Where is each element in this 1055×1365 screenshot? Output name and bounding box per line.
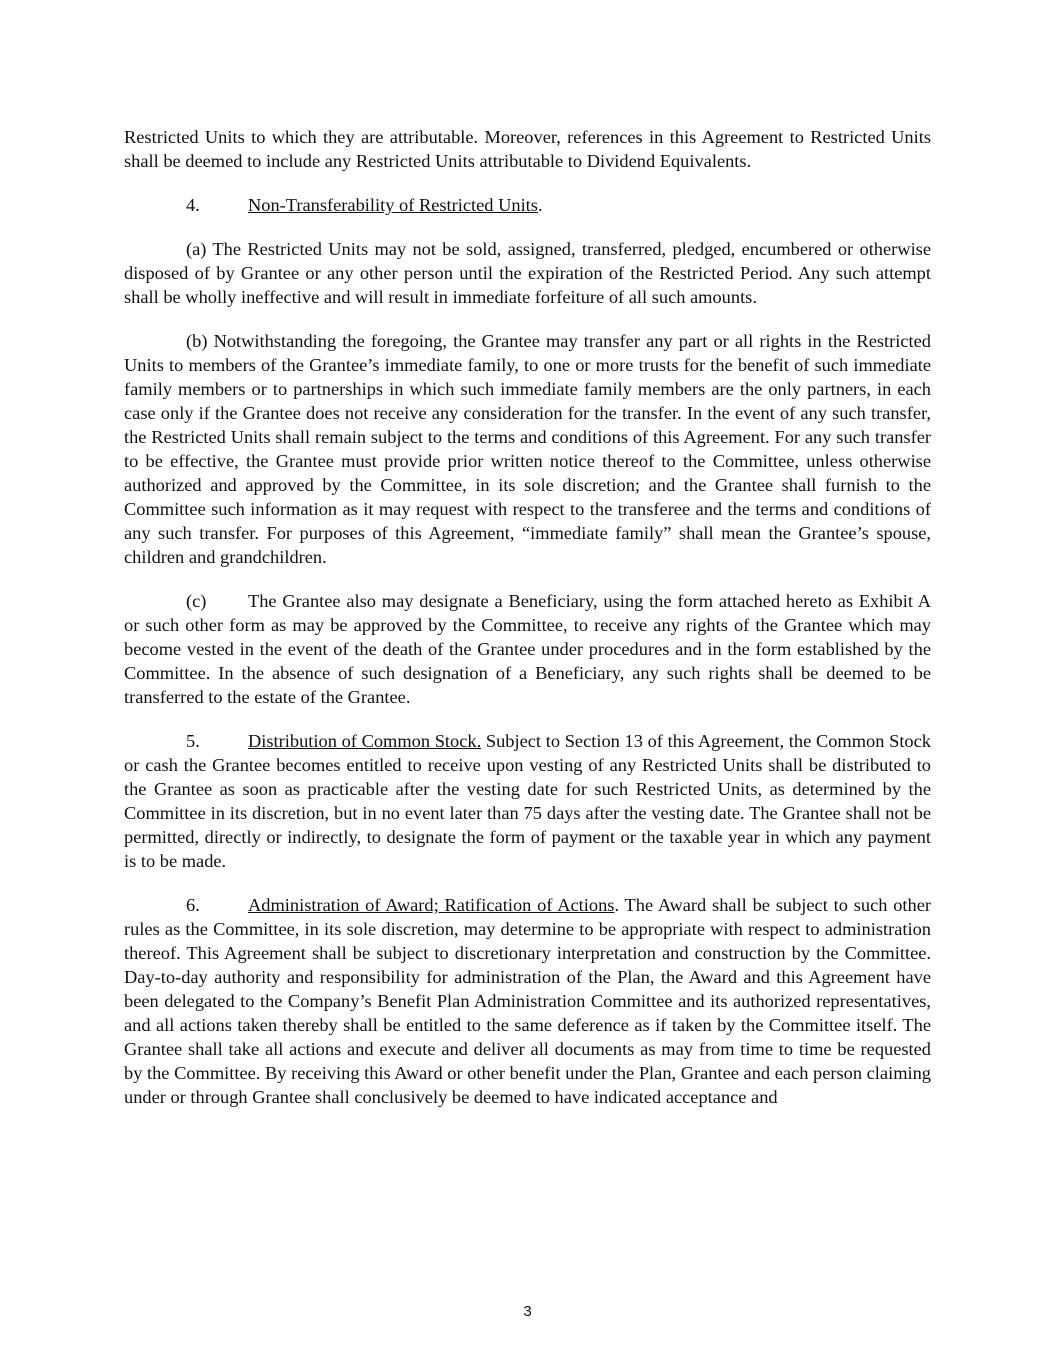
section-6-text: . The Award shall be subject to such other rules as the Committee, in its sole discretion, may determine to be appropriate with respect to administration thereof. This Agreement shall be subject to discretionary interpretation and construction by the Committee. Day-to-day authority and responsibility for administration of the Plan, the Award and this Agreement have been delegated to the Company’s Benefit Plan Administration Committee and its authorized representatives, and all actions taken thereby shall be entitled to the same deference as if taken by the Committee itself. The Grantee shall take all actions and execute and deliver all documents as may from time to time be requested by the Committee. By receiving this Award or other benefit under the Plan, Grantee and each person claiming under or through Grantee shall conclusively be deemed to have indicated acceptance and bbox=[124, 895, 932, 1107]
document-page bbox=[124, 125, 931, 1129]
section-5-title: Distribution of Common Stock. bbox=[248, 731, 482, 751]
section-4c-text: The Grantee also may designate a Beneficiary, using the form attached hereto as Exhibit A or such other form as may be approved by the Committee, to receive any rights of the Grantee which may become vested in the event of the death of the Grantee under procedures and in the form established by the Committee. In the absence of such designation of a Beneficiary, any such rights shall be deemed to be transferred to the estate of the Grantee. bbox=[124, 591, 931, 707]
section-4b-paragraph: (b) Notwithstanding the foregoing, the Grantee may transfer any part or all rights in the Restricted Units to members of the Grantee’s immediate family, to one or more trusts for the benefit of such immediate family members or to partnerships in which such immediate family members are the only partners, in each case only if the Grantee does not receive any consideration for the transfer. In the event of any such transfer, the Restricted Units shall remain subject to the terms and conditions of this Agreement. For any such transfer to be effective, the Grantee must provide prior written notice thereof to the Committee, unless otherwise authorized and approved by the Committee, in its sole discretion; and the Grantee shall furnish to the Committee such information as it may request with respect to the transferee and the terms and conditions of any such transfer. For purposes of this Agreement, “immediate family” shall mean the Grantee’s spouse, children and grandchildren. bbox=[124, 331, 931, 567]
section-4a-paragraph: (a) The Restricted Units may not be sold, assigned, transferred, pledged, encumbered or otherwise disposed of by Grantee or any other person until the expiration of the Restricted Period. Any such attempt shall be wholly ineffective and will result in immediate forfeiture of all such amounts. bbox=[124, 239, 931, 307]
section-4-period: . bbox=[537, 195, 543, 215]
section-5-text: Subject to Section 13 of this Agreement, the Common Stock or cash the Grantee becomes entitled to receive upon vesting of any Restricted Units shall be distributed to the Grantee as soon as practicable after the vesting date for such Restricted Units, as determined by the Committee in its discretion, but in no event later than 75 days after the vesting date. The Grantee shall not be permitted, directly or indirectly, to designate the form of payment or the taxable year in which any payment is to be made. bbox=[124, 731, 931, 871]
section-6-title: Administration of Award; Ratification of Actions bbox=[248, 895, 615, 915]
section-4-title: Non-Transferability of Restricted Units bbox=[248, 195, 538, 215]
paragraph-continuation: Restricted Units to which they are attributable. Moreover, references in this Agreement to Restricted Units shall be deemed to include any Restricted Units attributable to Dividend Equivalents. bbox=[124, 127, 931, 171]
page-number: 3 bbox=[523, 1303, 532, 1320]
section-6-number: 6. bbox=[186, 895, 200, 915]
section-4-heading bbox=[124, 193, 931, 217]
section-4c-label: (c) bbox=[186, 591, 207, 611]
section-4-number: 4. bbox=[186, 195, 200, 215]
section-5-number: 5. bbox=[186, 731, 200, 751]
section-4c-paragraph bbox=[124, 589, 931, 709]
section-6-paragraph bbox=[124, 893, 931, 1109]
section-5-paragraph bbox=[124, 729, 931, 873]
